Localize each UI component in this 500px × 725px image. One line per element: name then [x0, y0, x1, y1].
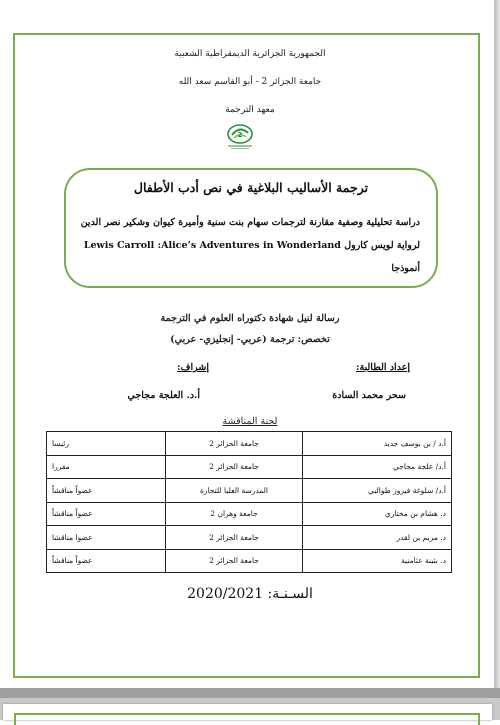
thesis-subtitle-line-1: دراسة تحليلية وصفية مقارنة لترجمات سهام بنت سنية وأميرة كيوان وشكير نصر الدين — [80, 217, 420, 228]
academic-year: السـنـة: 2020/2021 — [187, 586, 313, 602]
member-name: د. مريم بن لقدر — [303, 526, 452, 550]
member-name: أ.د/ علجة مجاجي — [303, 455, 452, 479]
member-role: رئيسا — [47, 432, 166, 456]
thesis-subtitle-line-3: أنموذجا — [391, 263, 420, 274]
thesis-title: ترجمة الأساليب البلاغية في نص أدب الأطفال — [133, 180, 369, 195]
member-name: د. هشام بن مختاري — [303, 502, 452, 526]
supervisor-name: أ.د. العلجة مجاجي — [127, 390, 200, 401]
institute-name: معهد الترجمة — [225, 105, 275, 115]
committee-table — [46, 431, 452, 573]
member-institution: جامعة الجزائر 2 — [166, 526, 303, 550]
thesis-purpose: رسالة لنيل شهادة دكتوراه العلوم في الترجمة — [160, 313, 340, 324]
thesis-subtitle-line-2: لرواية لويس كارول Lewis Carroll :Alice’s Adventures in Wonderland — [83, 240, 420, 251]
member-name: أ.د / بن يوسف جديد — [303, 432, 452, 456]
table-row — [47, 526, 452, 550]
member-institution: جامعة الجزائر 2 — [166, 432, 303, 456]
committee-heading: لجنة المناقشة — [222, 416, 278, 427]
student-name: سحر محمد السادة — [332, 390, 406, 401]
member-institution: جامعة وهران 2 — [166, 502, 303, 526]
table-row — [47, 455, 452, 479]
university-logo-icon — [222, 122, 258, 150]
table-row — [47, 549, 452, 573]
member-name: د. بثينة عثامنية — [303, 549, 452, 573]
table-row — [47, 502, 452, 526]
svg-text:2: 2 — [237, 131, 243, 139]
member-institution: المدرسة العليا للتجارة — [166, 479, 303, 503]
member-role: عضواً مناقشاً — [47, 549, 166, 573]
republic-name: الجمهورية الجزائرية الديمقراطية الشعبية — [174, 49, 326, 59]
member-institution: جامعة الجزائر 2 — [166, 455, 303, 479]
member-institution: جامعة الجزائر 2 — [166, 549, 303, 573]
prepared-by-label: إعداد الطالبة: — [355, 362, 410, 373]
member-role: عضواً مناقشاً — [47, 479, 166, 503]
member-name: أ.د/ سلوغة فيروز طوالبي — [303, 479, 452, 503]
table-row — [47, 479, 452, 503]
university-name: جامعة الجزائر 2 - أبو القاسم سعد الله — [178, 77, 322, 87]
member-role: عضوا مناقشا — [47, 526, 166, 550]
supervisor-label: إشراف: — [177, 362, 209, 373]
member-role: عضواً مناقشاً — [47, 502, 166, 526]
next-page-frame — [14, 713, 480, 725]
member-role: مقررا — [47, 455, 166, 479]
page-separator — [0, 688, 500, 698]
thesis-specialty: تخصص: ترجمة (عربي- إنجليزي- عربي) — [170, 334, 330, 345]
table-row — [47, 432, 452, 456]
